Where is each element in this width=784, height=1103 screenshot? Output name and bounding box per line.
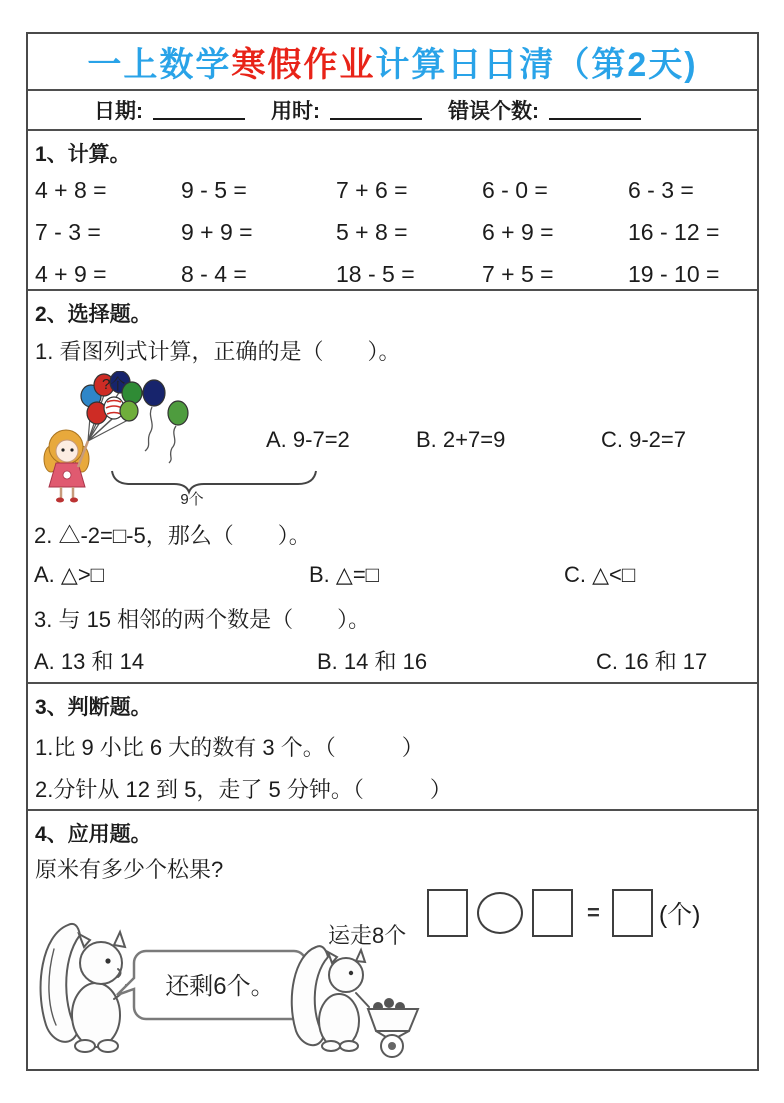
question-count-label: ?个 [102, 376, 126, 393]
time-label: 用时: [271, 100, 320, 123]
squirrels-figure [32, 917, 432, 1065]
unit-label: (个) [658, 901, 701, 929]
option-c: C. △<□ [564, 562, 636, 587]
calc-problem: 9 + 9 = [181, 219, 253, 245]
judge-item-2: 2.分针从 12 到 5，走了 5 分钟。（ ） [35, 777, 452, 802]
info-row [28, 91, 757, 131]
option-a: A. 9-7=2 [266, 427, 350, 452]
calc-grid [35, 177, 753, 288]
option-b: B. △=□ [309, 562, 379, 587]
section-judge [28, 684, 757, 811]
calc-problem: 4 + 8 = [35, 177, 107, 203]
speech-bubble [117, 951, 306, 1019]
worksheet-sheet [26, 32, 759, 1071]
bubble-text: 还剩6个。 [165, 973, 275, 1000]
date-label: 日期: [94, 100, 143, 123]
section-choice [28, 291, 757, 684]
answer-box-first [427, 889, 468, 937]
title-row [28, 34, 757, 91]
left-squirrel [41, 924, 126, 1052]
choice-q2-text: 2. △-2=□-5，那么（ ）。 [34, 523, 311, 548]
carry-away-label: 运走8个 [328, 923, 407, 948]
calc-problem: 16 - 12 = [628, 219, 720, 245]
title-holiday: 寒假作业 [231, 46, 376, 84]
total-brace [112, 471, 316, 492]
total-count-label: 9个 [180, 491, 204, 506]
option-a: A. 13 和 14 [34, 649, 145, 674]
calc-problem: 7 - 3 = [35, 219, 101, 245]
calc-problem: 4 + 9 = [35, 261, 107, 287]
calc-problem: 7 + 6 = [336, 177, 408, 203]
option-c: C. 9-2=7 [601, 427, 686, 452]
calc-problem: 6 - 3 = [628, 177, 694, 203]
calc-problem: 18 - 5 = [336, 261, 415, 287]
option-c: C. 16 和 17 [596, 649, 708, 674]
calc-problem: 5 + 8 = [336, 219, 408, 245]
operator-circle [477, 892, 523, 934]
section1-heading: 1、计算。 [35, 143, 131, 166]
section-apply [28, 811, 757, 1067]
calc-problem: 19 - 10 = [628, 261, 720, 287]
section-calculation [28, 131, 757, 291]
answer-box-second [532, 889, 573, 937]
choice-q1-text: 1. 看图列式计算，正确的是（ ）。 [35, 339, 401, 364]
calc-problem: 6 - 0 = [482, 177, 548, 203]
equation-row [427, 889, 701, 937]
flying-balloons [143, 380, 188, 463]
choice-q3-text: 3. 与 15 相邻的两个数是（ ）。 [34, 607, 371, 632]
section4-heading: 4、应用题。 [35, 823, 152, 846]
wheelbarrow [368, 998, 418, 1057]
option-b: B. 14 和 16 [317, 649, 428, 674]
option-b: B. 2+7=9 [416, 427, 506, 452]
equals-sign: = [587, 900, 600, 925]
option-a: A. △>□ [34, 562, 104, 587]
title-daily: 计算日日清（第2天) [375, 46, 698, 84]
section3-heading: 3、判断题。 [35, 696, 152, 719]
answer-box-result [612, 889, 653, 937]
right-squirrel [292, 946, 369, 1051]
girl-figure [44, 430, 89, 503]
section2-heading: 2、选择题。 [35, 303, 152, 326]
errors-label: 错误个数: [448, 100, 539, 123]
time-blank [330, 100, 422, 120]
errors-blank [549, 100, 641, 120]
date-blank [153, 100, 245, 120]
calc-problem: 7 + 5 = [482, 261, 554, 287]
title-grade: 一上数学 [87, 46, 232, 84]
calc-problem: 8 - 4 = [181, 261, 247, 287]
calc-problem: 9 - 5 = [181, 177, 247, 203]
calc-problem: 6 + 9 = [482, 219, 554, 245]
judge-item-1: 1.比 9 小比 6 大的数有 3 个。（ ） [35, 735, 424, 760]
apply-question: 原米有多少个松果? [35, 857, 224, 882]
